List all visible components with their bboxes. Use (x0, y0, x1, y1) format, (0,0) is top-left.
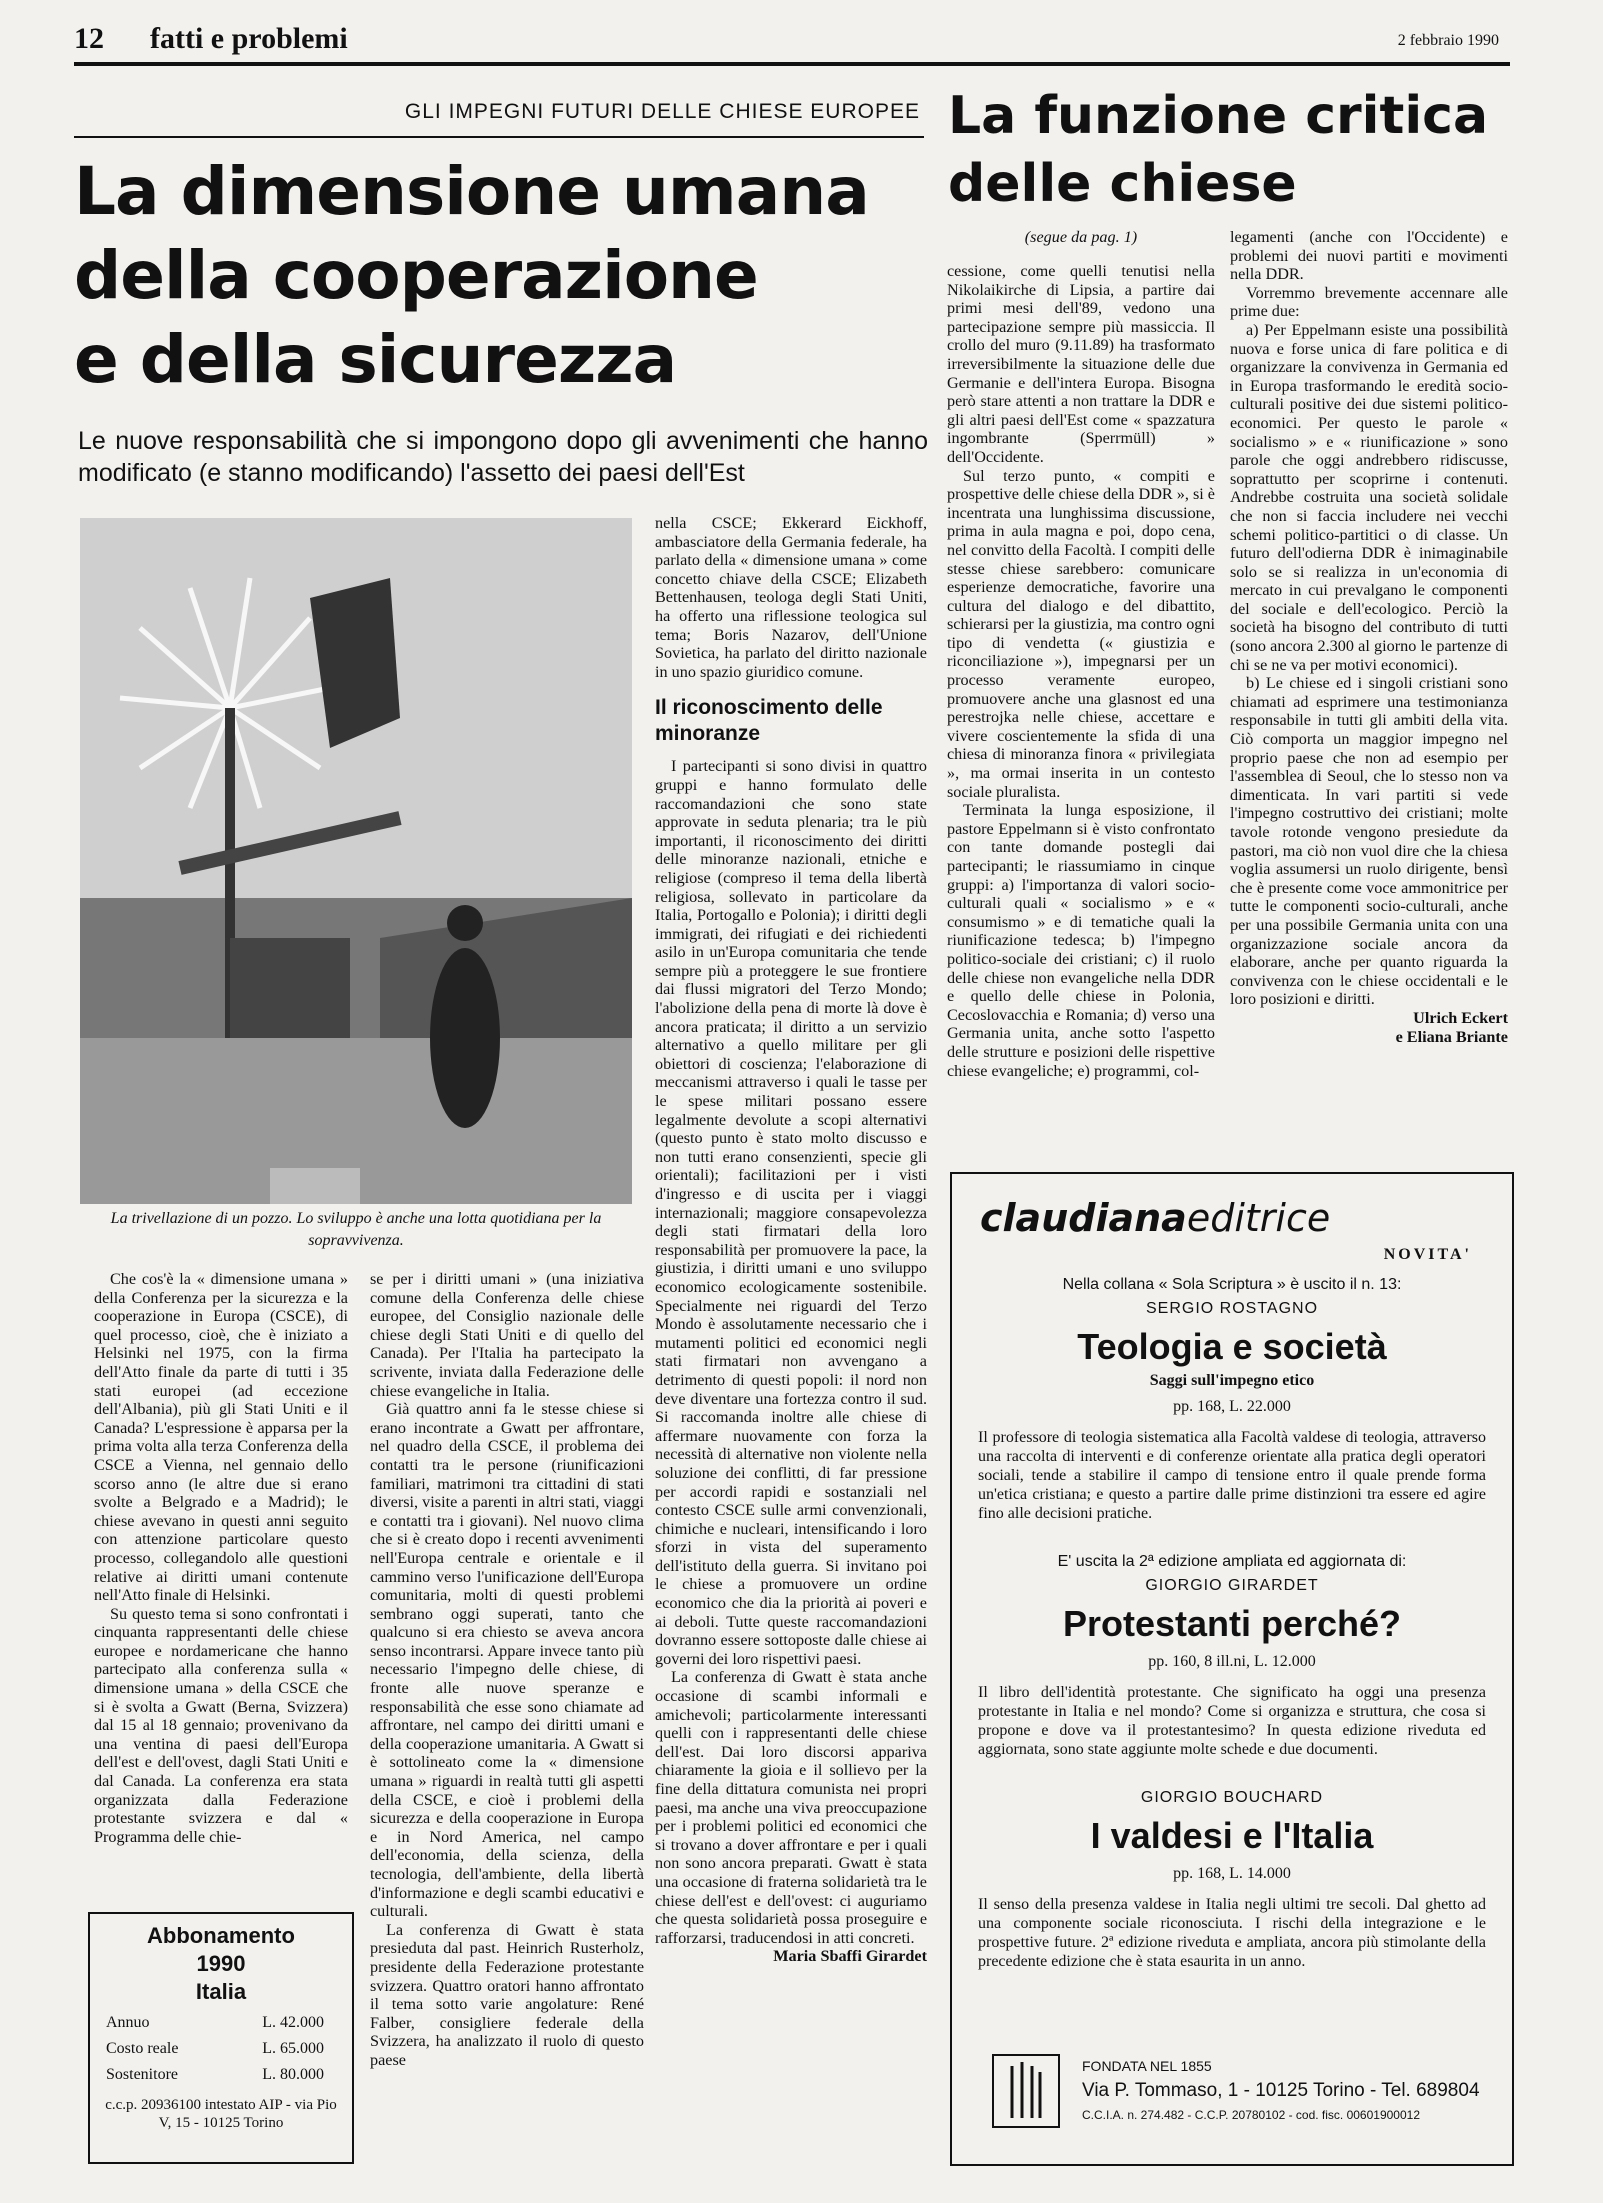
subscription-box (88, 1912, 354, 2164)
article-headline (74, 150, 934, 402)
paragraph: cessione, come quelli tenutisi nella Nikolaikirche di Lipsia, a partire dai primi mesi dell'89, vedono una partecipazione sempre più massiccia. Il crollo del muro (9.11.89) ha trasformato irreversibilmente la situazione delle due Germanie e dell'intera Europa. Bisogna però stare attenti a non trattare la DDR e gli altri paesi dell'Est come « spazzatura ingombrante (Sperrmüll) » dell'Occidente. (947, 262, 1215, 466)
price-label: Annuo (106, 2014, 150, 2031)
publisher-emblem-icon (992, 2054, 1060, 2128)
founded-note: FONDATA NEL 1855 (1082, 2058, 1212, 2074)
price-value: L. 80.000 (262, 2066, 324, 2083)
kicker-rule (74, 136, 924, 138)
paragraph: La conferenza di Gwatt è stata presieduta dal past. Heinrich Rusterholz, presidente della Federazione protestante svizzera. Quattro oratori hanno affrontato il tema sotto varie angolature: René Falber, consigliere federale della Svizzera, ha analizzato il ruolo di questo paese (370, 1920, 644, 2069)
book-description: Il libro dell'identità protestante. Che significato ha oggi una presenza protestante in Italia e nel mondo? Come si organizza e struttura, che cosa si propone e dove va il protestantesimo? In questa edizione riveduta ed aggiornata, sono state aggiunte molte schede e due documenti. (978, 1684, 1486, 1758)
article-subtitle: Le nuove responsabilità che si impongono dopo gli avvenimenti che hanno modificato (e stanno modificando) l'assetto dei paesi dell'Est (78, 427, 928, 487)
paragraph: nella CSCE; Ekkerard Eickhoff, ambasciatore della Germania federale, ha parlato della « dimensione umana » come concetto chiave della CSCE; Elizabeth Bettenhausen, teologa degli Stati Uniti, ha offerto una riflessione teologica sul tema; Boris Nazarov, dell'Unione Sovietica, ha parlato del diritto nazionale in uno spazio giuridico comune. (655, 514, 927, 681)
paragraph: a) Per Eppelmann esiste una possibilità nuova e forse unica di fare politica e di organizzare la convivenza in Germania ed in Europa trasformando le eredità socio-culturali positive dei due sistemi politico-economici. Per questo le parole « socialismo » e « riunificazione » sono parole che oggi andrebbero ridiscusse, soprattutto per scoprirne i contenuti. Andrebbe costruita una società solidale che non si faccia includere nei vecchi schemi politico-partitici o di classe. Un futuro dell'odierna DDR è inimaginabile solo se si realizza in un'economia di mercato in cui prevalgano le componenti del sociale e dell'ecologico. Perciò la società ha bisogno del contributo di tutti (sono ancora 2.300 al giorno le partenze di chi se ne va per motivi economici). (1230, 320, 1508, 674)
well-drilling-photo (80, 518, 632, 1204)
masthead-rule (74, 62, 1510, 66)
logo-suffix: editrice (1186, 1196, 1331, 1240)
publisher-advert (950, 1172, 1514, 2166)
price-row (90, 2040, 352, 2058)
second-article-column-1 (947, 228, 1215, 1080)
paragraph: b) Le chiese ed i singoli cristiani sono chiamati ad esprimere una testimonianza responsabile in tutti gli ambiti della vita. Ciò comporta un maggior impegno nel proprio paese che non ad esempio per l'assemblea di Seoul, che lo stesso non va dimenticata. In vari partiti si vede l'impegno costruttivo dei cristiani; molte tavole rotonde vengono presiedute da pastori, ma ciò non vuol dire che la chiesa voglia assumersi un ruolo dirigente, bensì che è presente come voce ammonitrice per tutte le componenti socio-culturali, anche per una possibile Germania unita con una organizzazione sociale ancora da elaborare, anche per quanto riguarda la convivenza con le chiese occidentali e le loro posizioni e diritti. (1230, 674, 1508, 1009)
price-label: Costo reale (106, 2040, 179, 2057)
paragraph: Già quattro anni fa le stesse chiese si erano incontrate a Gwatt per affrontare, nel quadro della CSCE, il problema dei contatti tra le persone (riunificazioni familiari, matrimoni tra cittadini di stati diversi, visite a parenti in altri stati, viaggi e contatti tra i giovani). Nel nuovo clima che si è creato dopo i recenti avvenimenti nell'Europa centrale e orientale e il cammino verso l'unificazione dell'Europa comunitaria, molti di questi problemi sembrano oggi superati, tanto che qualcuno si era chiesto se aveva ancora senso incontrarsi. Appare invece tanto più necessario l'impegno delle chiese, di fronte alle nuove speranze e responsabilità che esse sono chiamate ad affrontare, nel campo dei diritti umani e della cooperazione umanitaria. A Gwatt si è sottolineato come la « dimensione umana » riguardi in realtà tutti gli aspetti della CSCE, e cioè i problemi della sicurezza e della cooperazione in Europa e in Nord America, nel campo dell'economia, della scienza, della tecnologia, dell'ambiente, della libertà d'informazione e degli scambi educativi e culturali. (370, 1400, 644, 1921)
novelty-label: NOVITA' (1383, 1246, 1472, 1263)
price-value: L. 65.000 (262, 2040, 324, 2057)
book-author: GIORGIO GIRARDET (1145, 1577, 1319, 1594)
second-article-headline (948, 82, 1508, 218)
continued-note: (segue da pag. 1) (1024, 228, 1138, 246)
photo-caption: La trivellazione di un pozzo. Lo sviluppo è anche una lotta quotidiana per la sopravvivenza. (110, 1210, 602, 1249)
article-column-3 (655, 514, 927, 1966)
publisher-logo (980, 1196, 1512, 1240)
page-number: 12 (74, 22, 104, 55)
author-signature: e Eliana Briante (1395, 1027, 1508, 1046)
subscription-title-line: Abbonamento (147, 1923, 295, 1948)
paragraph: I partecipanti si sono divisi in quattro gruppi e hanno formulato delle raccomandazioni che sono state approvate in seduta plenaria; tra le più importanti, il riconoscimento dei diritti delle minoranze nazionali, etniche e religiose (compreso il tema della libertà religiosa, sollevato in particolare da Italia, Portogallo e Polonia); i diritti degli immigrati, dei rifugiati e dei richiedenti asilo in un'Europa comunitaria che tende sempre più a proteggere le sue frontiere dai flussi migratori del Terzo Mondo; l'abolizione della pena di morte là dove è ancora praticata; il diritto a un servizio alternativo a quello militare per gli obiettori di coscienza; l'elaborazione di meccanismi attraverso i quali le tasse per le spese militari possano essere legalmente devolute a scopi alternativi (questo punto è stato molto discusso e non tutti erano consenzienti, specie gli orientali); facilitazioni per i visti d'ingresso e di uscita per i viaggi internazionali; maggiore consapevolezza degli stati firmatari della loro responsabilità per promuovere la pace, la giustizia, i diritti umani e uno sviluppo economico ecologicamente sostenibile. Specialmente nei riguardi del Terzo Mondo è assolutamente necessario che i mutamenti politici ed economici negli stati firmatari non avvengano a detrimento di questi popoli: il nord non deve diventare una fortezza contro il sud. Si raccomanda inoltre alle chiese di affermare nuovamente con forza la necessità di alternative non violente nella soluzione dei conflitti, di far pressione per accordi rapidi e sostanziali nel contesto CSCE sulle armi convenzionali, chimiche e nucleari, intensificando i loro sforzi in vista del superamento dell'istituto della guerra. Si invitano poi le chiese a promuovere un ordine economico che dia la priorità ai poveri e ai deboli. Tutte queste raccomandazioni dovranno essere sottoposte dalle chiese ai governi dei loro rispettivi paesi. (655, 757, 927, 1668)
author-signature: Ulrich Eckert (1413, 1008, 1508, 1027)
paragraph: Terminata la lunga esposizione, il pastore Eppelmann si è visto confrontato con tante domande postegli dai partecipanti; le riassumiamo in cinque gruppi: a) l'importanza di valori socio-culturali quali « socialismo » e « consumismo » e di tematiche quali la riunificazione tedesca; b) l'impegno politico-sociale dei cristiani; c) il ruolo delle chiese non evangeliche nella DDR e quello delle chiese in Polonia, Cecoslovacchia e Romania; d) verso una Germania unita, anche sotto l'aspetto delle strutture e posizioni delle rispettive chiese evangeliche; e) programmi, col- (947, 801, 1215, 1080)
price-label: Sostenitore (106, 2066, 178, 2083)
article-column-2 (370, 1270, 644, 2070)
book-author: SERGIO ROSTAGNO (1145, 1300, 1319, 1317)
book-intro: E' uscita la 2ª edizione ampliata ed aggiornata di: (1057, 1553, 1407, 1570)
section-title: fatti e problemi (150, 22, 348, 55)
book-intro: Nella collana « Sola Scriptura » è uscito il n. 13: (1062, 1276, 1402, 1293)
subscription-title-line: 1990 (196, 1951, 246, 1976)
subscription-title (90, 1922, 352, 2006)
book-subtitle: Saggi sull'impegno etico (1149, 1372, 1315, 1389)
book-info: pp. 160, 8 ill.ni, L. 12.000 (1148, 1653, 1316, 1670)
book-author: GIORGIO BOUCHARD (1140, 1789, 1324, 1806)
publisher-codes: C.C.I.A. n. 274.482 - C.C.P. 20780102 - cod. fisc. 00601900012 (1082, 2108, 1420, 2122)
photo-illustration (80, 518, 632, 1204)
logo-name: claudiana (980, 1196, 1187, 1240)
publisher-address: Via P. Tommaso, 1 - 10125 Torino - Tel. 689804 (1082, 2080, 1480, 2101)
article-column-1 (94, 1270, 348, 1846)
book-info: pp. 168, L. 22.000 (1173, 1398, 1291, 1415)
crosshead: Il riconoscimento delle minoranze (655, 696, 883, 746)
book-title: I valdesi e l'Italia (1090, 1815, 1374, 1856)
headline-line: La dimensione umana (74, 153, 869, 230)
second-article-column-2 (1230, 228, 1508, 1046)
subscription-title-line: Italia (195, 1979, 247, 2004)
book-title: Teologia e società (1077, 1326, 1387, 1367)
price-value: L. 42.000 (262, 2014, 324, 2031)
paragraph: se per i diritti umani » (una iniziativa comune della Conferenza delle chiese europee, del Consiglio nazionale delle chiese degli Stati Uniti e di quello del Canada). Per l'Italia ha partecipato la scrivente, inviata dalla Federazione delle chiese evangeliche in Italia. (370, 1270, 644, 1400)
headline-line: e della sicurezza (74, 321, 677, 398)
book-description: Il professore di teologia sistematica alla Facoltà valdese di teologia, attraverso una raccolta di interventi e di conferenze orientate alla pratica degli operatori sociali, tende a stabilire il campo di tensione entro il quale prende forma un'etica cristiana; e questo a partire dalle prime distinzioni tra essere ed agire fino alle decisioni pratiche. (978, 1429, 1486, 1522)
issue-date: 2 febbraio 1990 (1397, 32, 1499, 49)
book-title: Protestanti perché? (1062, 1603, 1402, 1644)
headline-line: La funzione critica (948, 86, 1489, 146)
paragraph: Che cos'è la « dimensione umana » della Conferenza per la sicurezza e la cooperazione in Europa (CSCE), di quel processo, cioè, che è iniziato a Helsinki nel 1975, con la firma dell'Atto finale da parte di tutti i 35 stati europei (ad eccezione dell'Albania), più gli Stati Uniti e il Canada? L'espressione è apparsa per la prima volta alla terza Conferenza della CSCE a Vienna, nel gennaio dello scorso anno (le altre due si erano svolte a Belgrado e a Madrid); le chiese avevano in questi anni seguito con attenzione particolare questo processo, collegandolo alle questioni relative ai diritti umani contenute nell'Atto finale di Helsinki. (94, 1270, 348, 1605)
paragraph: Sul terzo punto, « compiti e prospettive delle chiese della DDR », si è incentrata una lunghissima discussione, prima in aula magna e poi, dopo cena, nel convitto della Facoltà. I compiti delle stesse chiese sarebbero: comunicare esperienze democratiche, favorire una cultura del dialogo e del dibattito, schierarsi per la giustizia, ma contro ogni tipo di vendetta (« giustizia e riconciliazione »), impegnarsi per un processo veramente europeo, promuovere anche una glasnost ed una perestrojka nelle chiese, accettare e vivere coscientemente la sfida di una chiesa di minoranza finora « privilegiata », ma ormai inserita in un contesto sociale pluralista. (947, 466, 1215, 801)
paragraph: Vorremmo brevemente accennare alle prime due: (1230, 283, 1508, 321)
price-row (90, 2014, 352, 2032)
paragraph: Su questo tema si sono confrontati i cinquanta rappresentanti delle chiese europee e nordamericane che hanno partecipato alla conferenza sulla « dimensione umana » della CSCE che si è svolta a Gwatt (Berna, Svizzera) dal 15 al 18 gennaio; provenivano da una ventina di paesi dell'Europa dell'est e dell'ovest, dagli Stati Uniti e dal Canada. La conferenza era stata organizzata dalla Federazione protestante svizzera e dal « Programma delle chie- (94, 1604, 348, 1846)
author-signature: Maria Sbaffi Girardet (773, 1947, 927, 1966)
price-row (90, 2066, 352, 2084)
paragraph: legamenti (anche con l'Occidente) e problemi dei nuovi partiti e movimenti nella DDR. (1230, 228, 1508, 284)
headline-line: delle chiese (948, 154, 1297, 214)
article-kicker: GLI IMPEGNI FUTURI DELLE CHIESE EUROPEE (404, 100, 920, 123)
headline-line: della cooperazione (74, 237, 758, 314)
book-info: pp. 168, L. 14.000 (1173, 1865, 1291, 1882)
postal-account: c.c.p. 20936100 intestato AIP - via Pio V, 15 - 10125 Torino (105, 2097, 337, 2131)
book-description: Il senso della presenza valdese in Italia negli ultimi tre secoli. Dal ghetto ad una componente sociale riconosciuta. I rischi della integrazione e le prospettive future. 2ª edizione riveduta e ampliata, ancora più stimolante della precedente edizione che è stata esaurita in un anno. (978, 1896, 1486, 1970)
paragraph: La conferenza di Gwatt è stata anche occasione di scambi informali e amichevoli; particolarmente interessanti quelli con i rappresentanti delle chiese dell'est. Dai loro discorsi appariva chiaramente la gioia e il sollievo per la fine della dittatura comunista nei propri paesi, ma anche una viva preoccupazione per i problemi politici ed economici che si trovano a dover affrontare e per i quali non sono ancora preparati. Gwatt è stata una occasione di fraterna solidarietà tra le chiese dell'est e dell'ovest: ci auguriamo che questa solidarietà possa proseguire e rafforzarsi, traducendosi in atti concreti. (655, 1668, 927, 1947)
